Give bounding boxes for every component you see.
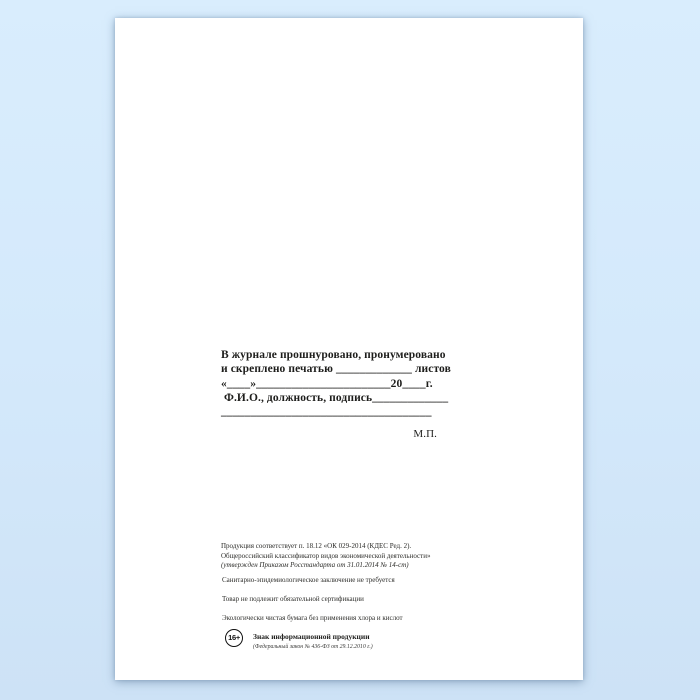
claims-list	[222, 576, 462, 633]
cert-line-3: «____»_______________________20____г.	[221, 377, 433, 390]
age-rating-text	[253, 629, 373, 650]
claim-certification: Товар не подлежит обязательной сертификации	[222, 595, 364, 603]
cert-line-2: и скреплено печатью _____________ листов	[221, 363, 451, 376]
age-rating-title: Знак информационной продукции	[253, 632, 370, 641]
cert-line-5: ____________________________________	[221, 406, 432, 419]
compliance-line-2: Общероссийский классификатор видов экономической деятельности»	[221, 551, 431, 560]
cert-line-4: Ф.И.О., должность, подпись_____________	[221, 391, 449, 404]
compliance-line-1: Продукция соответствует п. 18.12 «ОК 029-2014 (КДЕС Ред. 2).	[221, 542, 412, 550]
stamp-place-label: М.П.	[413, 428, 437, 441]
age-rating-16plus-icon: 16+	[225, 629, 243, 647]
compliance-line-3: (утвержден Приказом Росстандарта от 31.01.2014 № 14-ст)	[221, 561, 409, 570]
claim-eco-paper: Экологически чистая бумага без применения хлора и кислот	[222, 614, 403, 622]
journal-back-page	[115, 18, 583, 680]
age-rating-row	[225, 629, 373, 650]
compliance-block	[221, 542, 451, 571]
cert-line-1: В журнале прошнуровано, пронумеровано	[221, 349, 446, 361]
certification-block	[221, 348, 451, 442]
claim-sanitary: Санитарно-эпидемиологическое заключение не требуется	[222, 576, 395, 584]
age-rating-law-note: (Федеральный закон № 436-ФЗ от 29.12.2010 г.)	[253, 643, 373, 650]
